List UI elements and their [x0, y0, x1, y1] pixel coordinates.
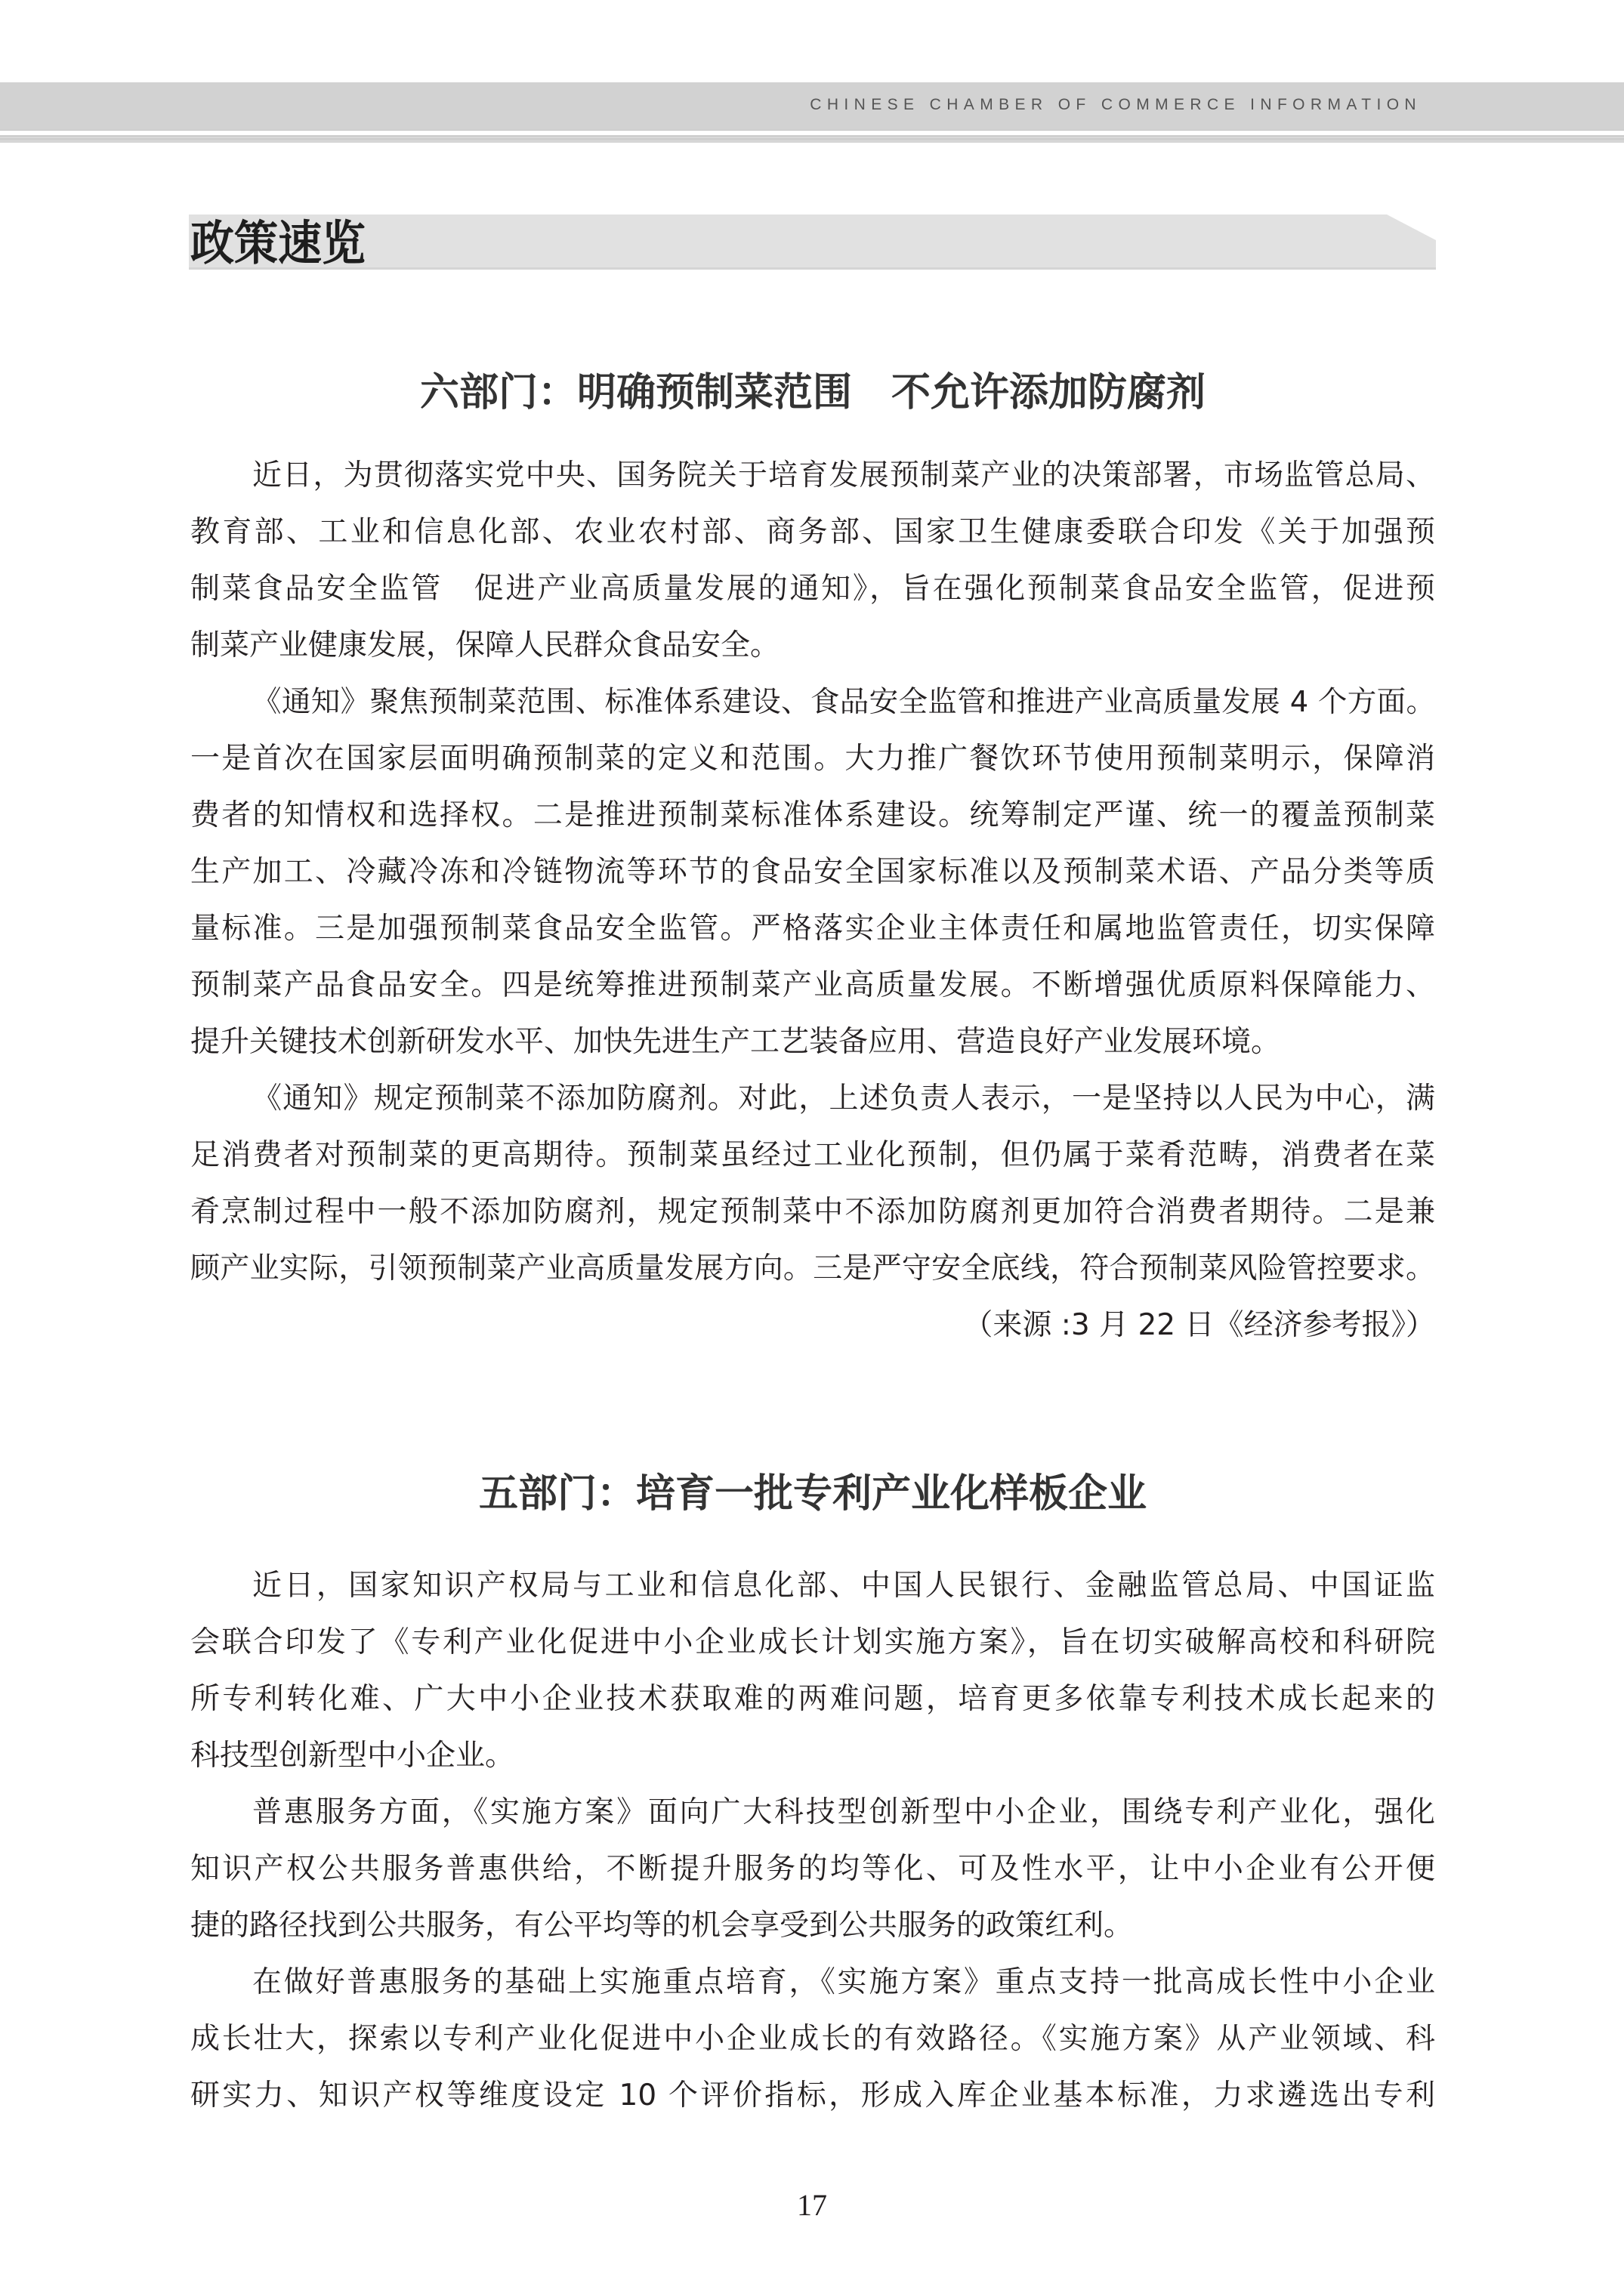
text-line: 足消费者对预制菜的更高期待。预制菜虽经过工业化预制，但仍属于菜肴范畴，消费者在菜: [190, 1138, 1435, 1172]
text-line: 量标准。三是加强预制菜食品安全监管。严格落实企业主体责任和属地监管责任，切实保障: [190, 912, 1435, 946]
page-number: 17: [797, 2188, 827, 2222]
section-banner: [189, 214, 1436, 269]
text-line: 在做好普惠服务的基础上实施重点培育，《实施方案》重点支持一批高成长性中小企业: [252, 1965, 1435, 1999]
text-line: 知识产权公共服务普惠供给，不断提升服务的均等化、可及性水平，让中小企业有公开便: [190, 1852, 1435, 1886]
text-line: 研实力、知识产权等维度设定 10 个评价指标，形成入库企业基本标准，力求遴选出专利: [190, 2079, 1435, 2112]
text-line: 近日，国家知识产权局与工业和信息化部、中国人民银行、金融监管总局、中国证监: [252, 1569, 1435, 1603]
text-line: 成长壮大，探索以专利产业化促进中小企业成长的有效路径。《实施方案》从产业领域、科: [190, 2022, 1435, 2056]
publication-name: CHINESE CHAMBER OF COMMERCE INFORMATION: [810, 96, 1422, 113]
text-line: 顾产业实际，引领预制菜产业高质量发展方向。三是严守安全底线，符合预制菜风险管控要求。: [190, 1251, 1435, 1285]
section-title: 政策速览: [190, 215, 366, 271]
text-line: 《通知》聚焦预制菜范围、标准体系建设、食品安全监管和推进产业高质量发展 4 个方面。: [252, 685, 1435, 719]
text-line: 预制菜产品食品安全。四是统筹推进预制菜产业高质量发展。不断增强优质原料保障能力、: [190, 968, 1435, 1002]
text-line: 肴烹制过程中一般不添加防腐剂，规定预制菜中不添加防腐剂更加符合消费者期待。二是兼: [190, 1195, 1435, 1229]
text-line: 普惠服务方面，《实施方案》面向广大科技型创新型中小企业，围绕专利产业化，强化: [252, 1795, 1435, 1829]
text-line: 一是首次在国家层面明确预制菜的定义和范围。大力推广餐饮环节使用预制菜明示，保障消: [190, 742, 1435, 776]
article-title: 五部门：培育一批专利产业化样板企业: [478, 1471, 1147, 1517]
text-line: 制菜食品安全监管 促进产业高质量发展的通知》，旨在强化预制菜食品安全监管，促进预: [190, 572, 1435, 606]
text-line: 近日，为贯彻落实党中央、国务院关于培育发展预制菜产业的决策部署，市场监管总局、: [252, 458, 1435, 492]
article-title: 六部门：明确预制菜范围 不允许添加防腐剂: [419, 370, 1206, 415]
text-line: 生产加工、冷藏冷冻和冷链物流等环节的食品安全国家标准以及预制菜术语、产品分类等质: [190, 855, 1435, 889]
section-banner-underline: [189, 267, 1436, 270]
text-line: 提升关键技术创新研发水平、加快先进生产工艺装备应用、营造良好产业发展环境。: [190, 1025, 1281, 1059]
text-line: 所专利转化难、广大中小企业技术获取难的两难问题，培育更多依靠专利技术成长起来的: [190, 1682, 1435, 1716]
text-line: 捷的路径找到公共服务，有公平均等的机会享受到公共服务的政策红利。: [190, 1909, 1134, 1943]
text-line: 费者的知情权和选择权。二是推进预制菜标准体系建设。统筹制定严谨、统一的覆盖预制菜: [190, 798, 1435, 832]
text-line: 《通知》规定预制菜不添加防腐剂。对此，上述负责人表示，一是坚持以人民为中心，满: [252, 1082, 1435, 1116]
header-divider: [0, 135, 1624, 143]
text-line: 会联合印发了《专利产业化促进中小企业成长计划实施方案》，旨在切实破解高校和科研院: [190, 1625, 1435, 1659]
text-line: 制菜产业健康发展，保障人民群众食品安全。: [190, 628, 780, 662]
article-source: （来源 :3 月 22 日《经济参考报》）: [963, 1308, 1435, 1342]
text-line: 科技型创新型中小企业。: [190, 1739, 515, 1773]
text-line: 教育部、工业和信息化部、农业农村部、商务部、国家卫生健康委联合印发《关于加强预: [190, 515, 1435, 549]
